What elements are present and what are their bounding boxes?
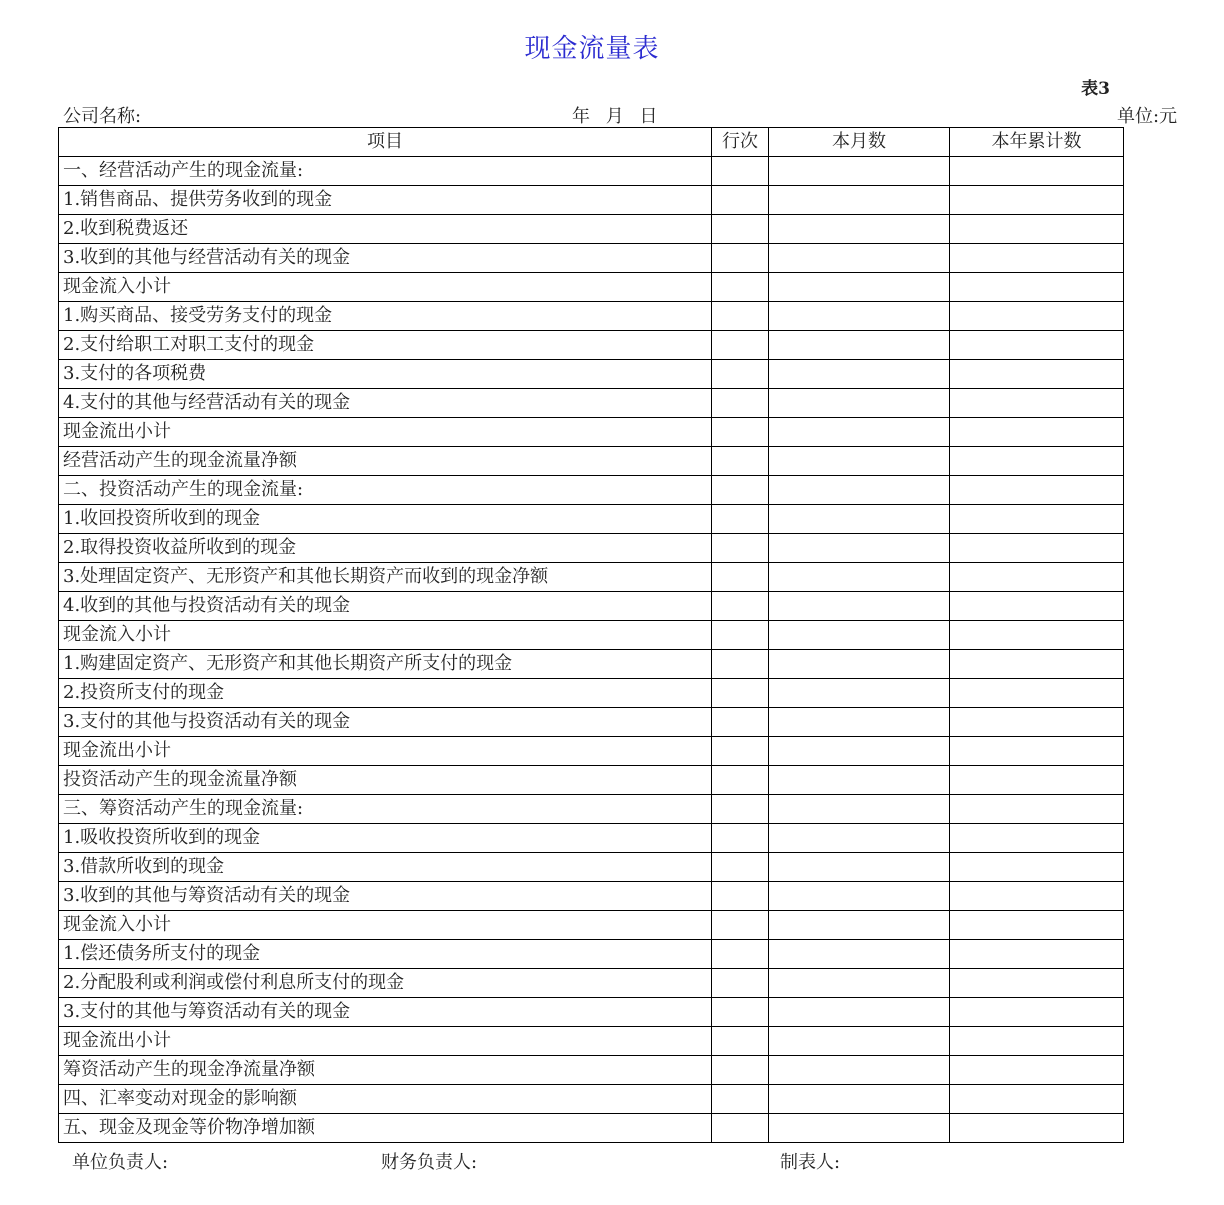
line-no-cell[interactable] — [712, 621, 769, 650]
row-item-label: 3.支付的其他与投资活动有关的现金 — [59, 708, 712, 737]
line-no-cell[interactable] — [712, 563, 769, 592]
year-to-date-cell[interactable] — [950, 389, 1124, 418]
current-month-cell[interactable] — [769, 1114, 950, 1143]
row-item-label: 1.销售商品、提供劳务收到的现金 — [59, 186, 712, 215]
table-row — [59, 795, 1124, 824]
current-month-cell[interactable] — [769, 766, 950, 795]
table-row — [59, 650, 1124, 679]
current-month-cell[interactable] — [769, 911, 950, 940]
year-to-date-cell[interactable] — [950, 795, 1124, 824]
row-item-label: 经营活动产生的现金流量净额 — [59, 447, 712, 476]
row-item-label: 投资活动产生的现金流量净额 — [59, 766, 712, 795]
current-month-cell[interactable] — [769, 389, 950, 418]
table-row — [59, 447, 1124, 476]
row-item-label: 3.支付的其他与筹资活动有关的现金 — [59, 998, 712, 1027]
row-item-label: 五、现金及现金等价物净增加额 — [59, 1114, 712, 1143]
current-month-cell[interactable] — [769, 679, 950, 708]
line-no-cell[interactable] — [712, 302, 769, 331]
table-row — [59, 1056, 1124, 1085]
row-item-label: 4.支付的其他与经营活动有关的现金 — [59, 389, 712, 418]
row-item-label: 1.吸收投资所收到的现金 — [59, 824, 712, 853]
line-no-cell[interactable] — [712, 476, 769, 505]
row-item-label: 二、投资活动产生的现金流量: — [59, 476, 712, 505]
line-no-cell[interactable] — [712, 505, 769, 534]
line-no-cell[interactable] — [712, 244, 769, 273]
row-item-label: 3.收到的其他与筹资活动有关的现金 — [59, 882, 712, 911]
table-row — [59, 1027, 1124, 1056]
row-item-label: 现金流入小计 — [59, 621, 712, 650]
row-item-label: 四、汇率变动对现金的影响额 — [59, 1085, 712, 1114]
table-row — [59, 273, 1124, 302]
current-month-cell[interactable] — [769, 215, 950, 244]
row-item-label: 2.分配股利或利润或偿付利息所支付的现金 — [59, 969, 712, 998]
row-item-label: 三、筹资活动产生的现金流量: — [59, 795, 712, 824]
table-row — [59, 824, 1124, 853]
current-month-cell[interactable] — [769, 940, 950, 969]
year-to-date-cell[interactable] — [950, 331, 1124, 360]
row-item-label: 现金流入小计 — [59, 911, 712, 940]
report-date-label: 年 月 日 — [572, 106, 658, 127]
preparer-label: 制表人: — [780, 1152, 841, 1173]
line-no-cell[interactable] — [712, 1114, 769, 1143]
current-month-cell[interactable] — [769, 592, 950, 621]
line-no-cell[interactable] — [712, 1056, 769, 1085]
line-no-cell[interactable] — [712, 998, 769, 1027]
row-item-label: 现金流入小计 — [59, 273, 712, 302]
table-header-row — [59, 128, 1124, 157]
year-to-date-cell[interactable] — [950, 186, 1124, 215]
year-to-date-cell[interactable] — [950, 1085, 1124, 1114]
current-month-cell[interactable] — [769, 1056, 950, 1085]
table-row — [59, 331, 1124, 360]
year-to-date-cell[interactable] — [950, 882, 1124, 911]
finance-head-label: 财务负责人: — [381, 1152, 478, 1173]
row-item-label: 3.收到的其他与经营活动有关的现金 — [59, 244, 712, 273]
line-no-cell[interactable] — [712, 360, 769, 389]
company-name-label: 公司名称: — [63, 106, 142, 127]
year-to-date-cell[interactable] — [950, 621, 1124, 650]
line-no-cell[interactable] — [712, 824, 769, 853]
table-row — [59, 534, 1124, 563]
current-month-cell[interactable] — [769, 1027, 950, 1056]
unit-head-label: 单位负责人: — [72, 1152, 169, 1173]
year-to-date-cell[interactable] — [950, 447, 1124, 476]
year-to-date-cell[interactable] — [950, 969, 1124, 998]
line-no-cell[interactable] — [712, 737, 769, 766]
line-no-cell[interactable] — [712, 882, 769, 911]
current-month-cell[interactable] — [769, 534, 950, 563]
row-item-label: 3.支付的各项税费 — [59, 360, 712, 389]
row-item-label: 1.偿还债务所支付的现金 — [59, 940, 712, 969]
year-to-date-cell[interactable] — [950, 592, 1124, 621]
row-item-label: 3.借款所收到的现金 — [59, 853, 712, 882]
table-row — [59, 708, 1124, 737]
row-item-label: 1.收回投资所收到的现金 — [59, 505, 712, 534]
year-to-date-cell[interactable] — [950, 708, 1124, 737]
table-row — [59, 679, 1124, 708]
current-month-cell[interactable] — [769, 157, 950, 186]
line-no-cell[interactable] — [712, 911, 769, 940]
line-no-cell[interactable] — [712, 157, 769, 186]
current-month-cell[interactable] — [769, 969, 950, 998]
current-month-cell[interactable] — [769, 447, 950, 476]
table-body — [59, 157, 1124, 1143]
table-row — [59, 737, 1124, 766]
current-month-cell[interactable] — [769, 505, 950, 534]
year-to-date-cell[interactable] — [950, 1056, 1124, 1085]
current-month-cell[interactable] — [769, 882, 950, 911]
year-to-date-cell[interactable] — [950, 215, 1124, 244]
year-to-date-cell[interactable] — [950, 824, 1124, 853]
row-item-label: 现金流出小计 — [59, 1027, 712, 1056]
table-row — [59, 621, 1124, 650]
line-no-cell[interactable] — [712, 418, 769, 447]
current-month-cell[interactable] — [769, 824, 950, 853]
year-to-date-cell[interactable] — [950, 302, 1124, 331]
year-to-date-cell[interactable] — [950, 418, 1124, 447]
line-no-cell[interactable] — [712, 1085, 769, 1114]
current-month-cell[interactable] — [769, 737, 950, 766]
year-to-date-cell[interactable] — [950, 998, 1124, 1027]
current-month-cell[interactable] — [769, 621, 950, 650]
line-no-cell[interactable] — [712, 534, 769, 563]
current-month-cell[interactable] — [769, 795, 950, 824]
year-to-date-cell[interactable] — [950, 650, 1124, 679]
line-no-cell[interactable] — [712, 186, 769, 215]
year-to-date-cell[interactable] — [950, 1027, 1124, 1056]
table-row — [59, 1114, 1124, 1143]
row-item-label: 1.购建固定资产、无形资产和其他长期资产所支付的现金 — [59, 650, 712, 679]
current-month-cell[interactable] — [769, 563, 950, 592]
year-to-date-cell[interactable] — [950, 737, 1124, 766]
table-row — [59, 940, 1124, 969]
line-no-cell[interactable] — [712, 708, 769, 737]
table-row — [59, 766, 1124, 795]
column-header-line-no: 行次 — [712, 128, 769, 157]
table-row — [59, 302, 1124, 331]
row-item-label: 2.投资所支付的现金 — [59, 679, 712, 708]
table-row — [59, 360, 1124, 389]
current-month-cell[interactable] — [769, 1085, 950, 1114]
column-header-item: 项目 — [59, 128, 712, 157]
current-month-cell[interactable] — [769, 331, 950, 360]
current-month-cell[interactable] — [769, 853, 950, 882]
row-item-label: 现金流出小计 — [59, 737, 712, 766]
currency-unit-label: 单位:元 — [1117, 106, 1178, 127]
current-month-cell[interactable] — [769, 998, 950, 1027]
year-to-date-cell[interactable] — [950, 911, 1124, 940]
table-row — [59, 215, 1124, 244]
line-no-cell[interactable] — [712, 389, 769, 418]
current-month-cell[interactable] — [769, 650, 950, 679]
row-item-label: 现金流出小计 — [59, 418, 712, 447]
row-item-label: 一、经营活动产生的现金流量: — [59, 157, 712, 186]
year-to-date-cell[interactable] — [950, 534, 1124, 563]
line-no-cell[interactable] — [712, 592, 769, 621]
year-to-date-cell[interactable] — [950, 766, 1124, 795]
line-no-cell[interactable] — [712, 679, 769, 708]
table-row — [59, 853, 1124, 882]
table-row — [59, 418, 1124, 447]
row-item-label: 2.取得投资收益所收到的现金 — [59, 534, 712, 563]
table-row — [59, 1085, 1124, 1114]
line-no-cell[interactable] — [712, 766, 769, 795]
year-to-date-cell[interactable] — [950, 1114, 1124, 1143]
line-no-cell[interactable] — [712, 331, 769, 360]
row-item-label: 2.收到税费返还 — [59, 215, 712, 244]
current-month-cell[interactable] — [769, 302, 950, 331]
table-row — [59, 592, 1124, 621]
table-number: 表3 — [1081, 79, 1110, 99]
line-no-cell[interactable] — [712, 795, 769, 824]
row-item-label: 2.支付给职工对职工支付的现金 — [59, 331, 712, 360]
current-month-cell[interactable] — [769, 708, 950, 737]
table-row — [59, 563, 1124, 592]
year-to-date-cell[interactable] — [950, 853, 1124, 882]
line-no-cell[interactable] — [712, 940, 769, 969]
line-no-cell[interactable] — [712, 650, 769, 679]
table-row — [59, 389, 1124, 418]
current-month-cell[interactable] — [769, 186, 950, 215]
year-to-date-cell[interactable] — [950, 244, 1124, 273]
line-no-cell[interactable] — [712, 215, 769, 244]
table-row — [59, 505, 1124, 534]
column-header-current-month: 本月数 — [769, 128, 950, 157]
line-no-cell[interactable] — [712, 273, 769, 302]
current-month-cell[interactable] — [769, 244, 950, 273]
year-to-date-cell[interactable] — [950, 505, 1124, 534]
table-row — [59, 244, 1124, 273]
row-item-label: 4.收到的其他与投资活动有关的现金 — [59, 592, 712, 621]
cash-flow-table — [58, 127, 1124, 1143]
line-no-cell[interactable] — [712, 853, 769, 882]
line-no-cell[interactable] — [712, 1027, 769, 1056]
year-to-date-cell[interactable] — [950, 940, 1124, 969]
current-month-cell[interactable] — [769, 418, 950, 447]
year-to-date-cell[interactable] — [950, 360, 1124, 389]
current-month-cell[interactable] — [769, 273, 950, 302]
table-row — [59, 186, 1124, 215]
year-to-date-cell[interactable] — [950, 563, 1124, 592]
current-month-cell[interactable] — [769, 360, 950, 389]
table-row — [59, 476, 1124, 505]
current-month-cell[interactable] — [769, 476, 950, 505]
row-item-label: 筹资活动产生的现金净流量净额 — [59, 1056, 712, 1085]
year-to-date-cell[interactable] — [950, 273, 1124, 302]
row-item-label: 1.购买商品、接受劳务支付的现金 — [59, 302, 712, 331]
year-to-date-cell[interactable] — [950, 679, 1124, 708]
report-title: 现金流量表 — [524, 34, 660, 64]
table-row — [59, 911, 1124, 940]
line-no-cell[interactable] — [712, 447, 769, 476]
row-item-label: 3.处理固定资产、无形资产和其他长期资产而收到的现金净额 — [59, 563, 712, 592]
column-header-year-to-date: 本年累计数 — [950, 128, 1124, 157]
table-row — [59, 969, 1124, 998]
table-row — [59, 998, 1124, 1027]
table-row — [59, 157, 1124, 186]
table-row — [59, 882, 1124, 911]
year-to-date-cell[interactable] — [950, 476, 1124, 505]
line-no-cell[interactable] — [712, 969, 769, 998]
year-to-date-cell[interactable] — [950, 157, 1124, 186]
